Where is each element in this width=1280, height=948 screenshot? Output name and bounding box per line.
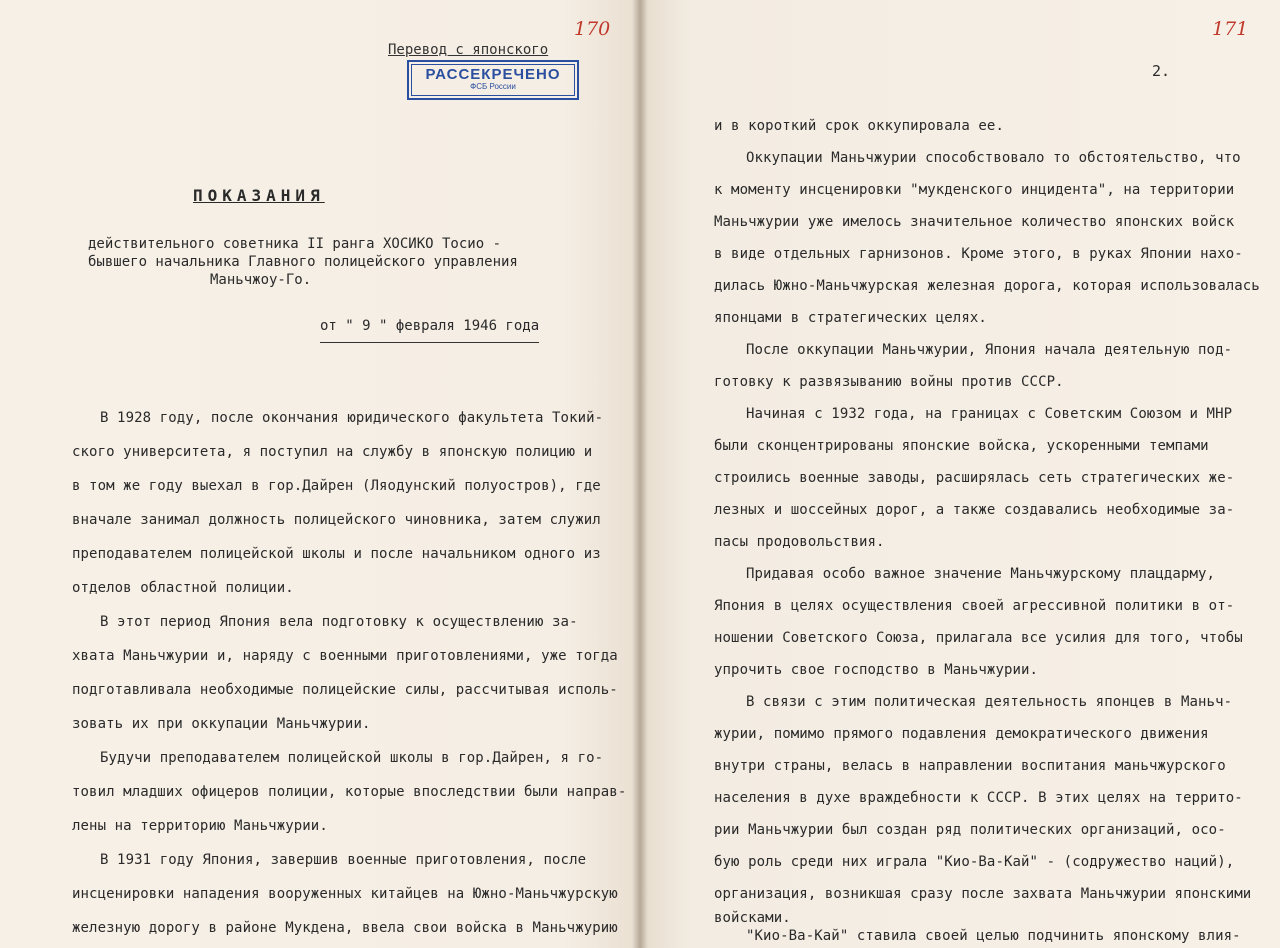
text-line: После оккупации Маньчжурии, Япония начала деятельную под- (746, 342, 1233, 358)
page-number: 170 (574, 18, 611, 40)
stamp-sub: ФСБ России (470, 82, 516, 91)
text-line: Оккупации Маньчжурии способствовало то обстоятельство, что (746, 150, 1241, 166)
text-line: Япония в целях осуществления своей агрессивной политики в от- (714, 598, 1235, 614)
stamp-main: РАССЕКРЕЧЕНО (425, 66, 561, 83)
text-line: Будучи преподавателем полицейской школы в гор.Дайрен, я го- (100, 750, 604, 766)
text-line: к моменту инсценировки "мукденского инцидента", на территории (714, 182, 1235, 198)
text-line: упрочить свое господство в Маньчжурии. (714, 662, 1039, 678)
text-line: строились военные заводы, расширялась сеть стратегических же- (714, 470, 1235, 486)
subtitle-line: действительного советника II ранга ХОСИКО Тосио - (88, 236, 502, 252)
text-line: Начиная с 1932 года, на границах с Советским Союзом и МНР (746, 406, 1233, 422)
text-line: подготавливала необходимые полицейские силы, рассчитывая исполь- (72, 682, 618, 698)
text-line: отделов областной полиции. (72, 580, 294, 596)
text-line: дилась Южно-Маньчжурская железная дорога, которая использовалась (714, 278, 1260, 294)
subtitle-line: Маньчжоу-Го. (210, 272, 312, 288)
text-line: ношении Советского Союза, прилагала все усилия для того, чтобы (714, 630, 1243, 646)
document-title: ПОКАЗАНИЯ (193, 186, 325, 205)
text-line: инсценировки нападения вооруженных китайцев на Южно-Маньчжурскую (72, 886, 618, 902)
text-line: журии, помимо прямого подавления демократического движения (714, 726, 1209, 742)
text-line: войсками. (714, 910, 791, 926)
text-line: и в короткий срок оккупировала ее. (714, 118, 1004, 134)
text-line: внутри страны, велась в направлении воспитания маньчжурского (714, 758, 1226, 774)
text-line: В связи с этим политическая деятельность японцев в Маньч- (746, 694, 1233, 710)
text-line: в виде отдельных гарнизонов. Кроме этого, в руках Японии нахо- (714, 246, 1243, 262)
text-line: пасы продовольствия. (714, 534, 885, 550)
text-line: зовать их при оккупации Маньчжурии. (72, 716, 371, 732)
page-number: 171 (1212, 18, 1249, 40)
text-line: организация, возникшая сразу после захвата Маньчжурии японскими (714, 886, 1252, 902)
text-line: рии Маньчжурии был создан ряд политических организаций, осо- (714, 822, 1226, 838)
text-line: ского университета, я поступил на службу в японскую полицию и (72, 444, 593, 460)
text-line: лезных и шоссейных дорог, а также создавались необходимые за- (714, 502, 1235, 518)
text-line: были сконцентрированы японские войска, ускоренными темпами (714, 438, 1209, 454)
text-line: В 1928 году, после окончания юридического факультета Токий- (100, 410, 604, 426)
text-line: В этот период Япония вела подготовку к осуществлению за- (100, 614, 578, 630)
text-line: населения в духе враждебности к СССР. В этих целях на террито- (714, 790, 1243, 806)
text-line: японцами в стратегических целях. (714, 310, 987, 326)
subtitle-line: бывшего начальника Главного полицейского управления (88, 254, 518, 270)
text-line: Маньчжурии уже имелось значительное количество японских войск (714, 214, 1235, 230)
text-line: товил младших офицеров полиции, которые впоследствии были направ- (72, 784, 627, 800)
text-line: В 1931 году Япония, завершив военные приготовления, после (100, 852, 587, 868)
text-line: готовку к развязыванию войны против СССР. (714, 374, 1064, 390)
declassified-stamp (407, 60, 579, 100)
text-line: вначале занимал должность полицейского чиновника, затем служил (72, 512, 601, 528)
sheet-number: 2. (1152, 62, 1171, 80)
text-line: в том же году выехал в гор.Дайрен (Ляодунский полуостров), где (72, 478, 601, 494)
text-line: "Кио-Ва-Кай" ставила своей целью подчинить японскому влия- (746, 928, 1241, 944)
text-line: железную дорогу в районе Мукдена, ввела свои войска в Маньчжурию (72, 920, 618, 936)
text-line: бую роль среди них играла "Кио-Ва-Кай" - (содружество наций), (714, 854, 1235, 870)
translation-note: Перевод с японского (388, 42, 549, 58)
document-date: от " 9 " февраля 1946 года (320, 318, 539, 343)
text-line: лены на территорию Маньчжурии. (72, 818, 328, 834)
text-line: хвата Маньчжурии и, наряду с военными приготовлениями, уже тогда (72, 648, 618, 664)
text-line: Придавая особо важное значение Маньчжурскому плацдарму, (746, 566, 1216, 582)
text-line: преподавателем полицейской школы и после начальником одного из (72, 546, 601, 562)
